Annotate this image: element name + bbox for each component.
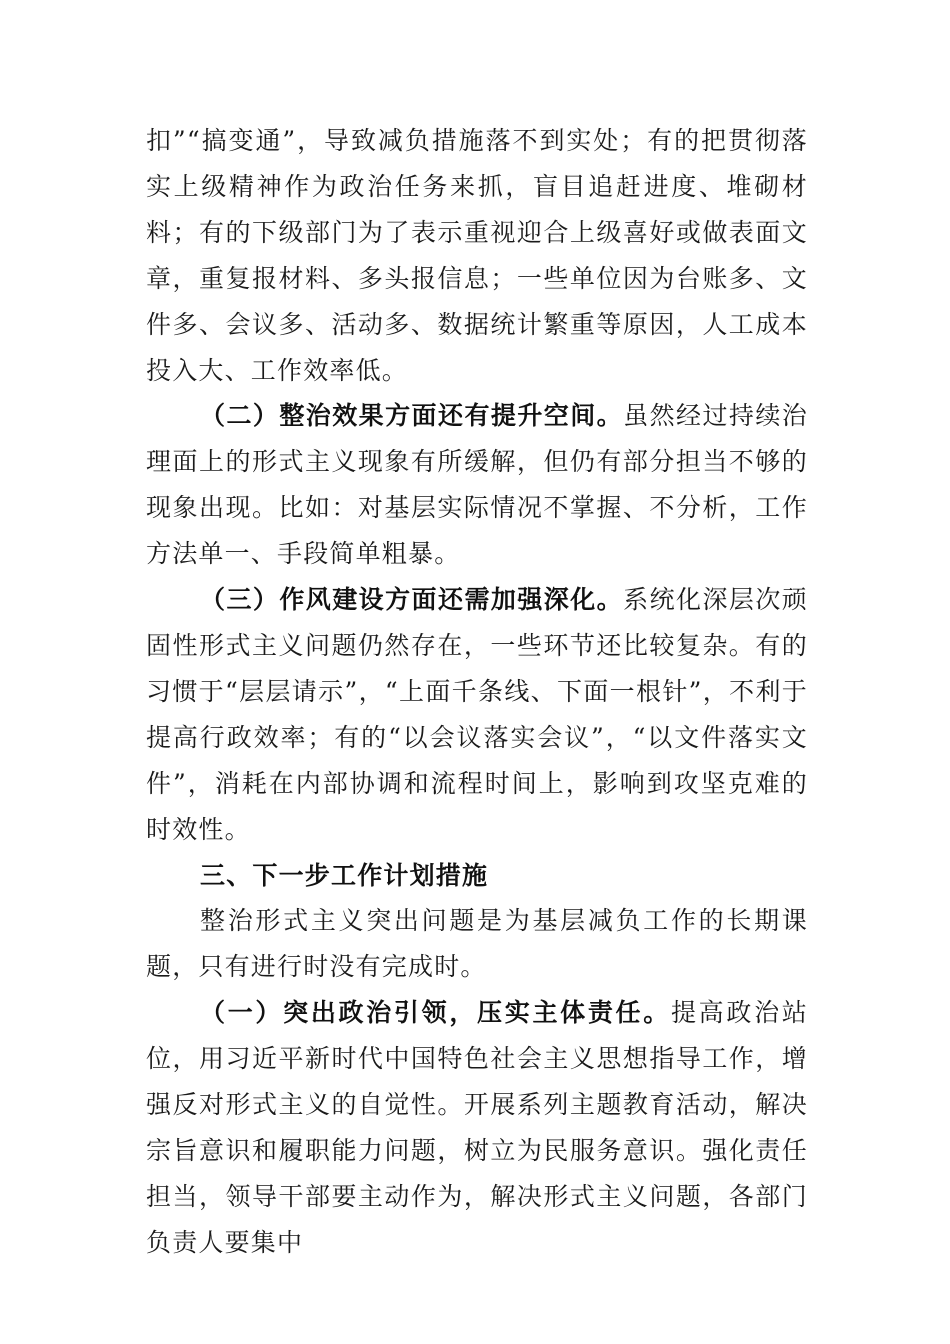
measure-1-text: 提高政治站位，用习近平新时代中国特色社会主义思想指导工作，增强反对形式主义的自觉性。开展系列主题教育活动，解决宗旨意识和履职能力问题，树立为民服务意识。强化责任担当，领导干部要主动作为，解决形式主义问题，各部门负责人要集中 bbox=[146, 998, 808, 1257]
item-2-lead: （二）整治效果方面还有提升空间。 bbox=[200, 401, 624, 431]
item-2-text: 虽然经过持续治理面上的形式主义现象有所缓解，但仍有部分担当不够的现象出现。比如：对基层实际情况不掌握、不分析，工作方法单一、手段简单粗暴。 bbox=[146, 401, 808, 569]
paragraph-continuation bbox=[146, 118, 808, 393]
paragraph-item-3 bbox=[146, 577, 808, 852]
document-body bbox=[146, 118, 808, 1266]
item-3-lead: （三）作风建设方面还需加强深化。 bbox=[200, 585, 624, 615]
paragraph-item-2 bbox=[146, 393, 808, 577]
paragraph-measure-1 bbox=[146, 990, 808, 1265]
item-3-text: 系统化深层次顽固性形式主义问题仍然存在，一些环节还比较复杂。有的习惯于“层层请示”，“上面千条线、下面一根针”，不利于提高行政效率；有的“以会议落实会议”，“以文件落实文件”，消耗在内部协调和流程时间上，影响到攻坚克难的时效性。 bbox=[146, 585, 808, 844]
section-3-heading: 三、下一步工作计划措施 bbox=[200, 860, 489, 890]
measure-1-lead: （一）突出政治引领，压实主体责任。 bbox=[200, 998, 671, 1028]
section-3-intro: 整治形式主义突出问题是为基层减负工作的长期课题，只有进行时没有完成时。 bbox=[146, 906, 808, 982]
paragraph-continuation-text: 扣”“搞变通”，导致减负措施落不到实处；有的把贯彻落实上级精神作为政治任务来抓，盲目追赶进度、堆砌材料；有的下级部门为了表示重视迎合上级喜好或做表面文章，重复报材料、多头报信息；一些单位因为台账多、文件多、会议多、活动多、数据统计繁重等原因，人工成本投入大、工作效率低。 bbox=[146, 126, 808, 385]
